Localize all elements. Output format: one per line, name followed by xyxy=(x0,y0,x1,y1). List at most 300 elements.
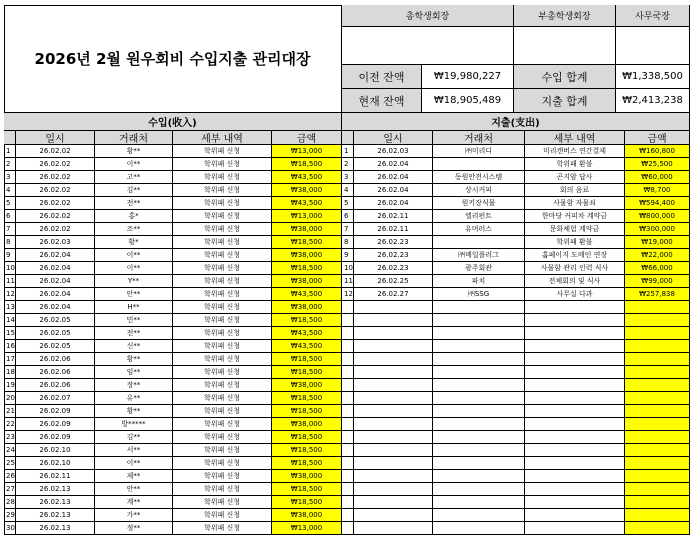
expense-row-index xyxy=(342,366,354,379)
expense-row-index xyxy=(342,301,354,314)
expense-row-party: 유머러스 xyxy=(433,223,525,236)
income-row-detail: 학위패 신청 xyxy=(173,262,272,275)
income-row-date: 26.02.11 xyxy=(16,470,95,483)
income-row-index: 18 xyxy=(4,366,16,379)
expense-row-date xyxy=(354,444,433,457)
current-balance-label: 현재 잔액 xyxy=(342,89,422,113)
expense-row-date xyxy=(354,314,433,327)
expense-row-detail: 전체회의 및 식사 xyxy=(525,275,625,288)
approval-header: 부총학생회장 xyxy=(514,5,616,27)
expense-total-value: ₩2,413,238 xyxy=(616,89,690,113)
prev-balance-label: 이전 잔액 xyxy=(342,65,422,89)
income-row-date: 26.02.04 xyxy=(16,249,95,262)
income-row-index: 11 xyxy=(4,275,16,288)
expense-row-party xyxy=(433,444,525,457)
income-row-date: 26.02.03 xyxy=(16,236,95,249)
expense-row-date: 26.02.03 xyxy=(354,145,433,158)
expense-row-date: 26.02.11 xyxy=(354,210,433,223)
income-row-detail: 학위패 신청 xyxy=(173,223,272,236)
income-row-date: 26.02.05 xyxy=(16,327,95,340)
expense-row-detail xyxy=(525,444,625,457)
expense-row-detail: 사물함 관리 인력 식사 xyxy=(525,262,625,275)
expense-row-date xyxy=(354,405,433,418)
income-row-amount: ₩38,000 xyxy=(272,249,342,262)
expense-row-party: 원키장식물 xyxy=(433,197,525,210)
income-row-detail: 학위패 신청 xyxy=(173,379,272,392)
income-row-party: 서** xyxy=(95,444,173,457)
expense-row-detail xyxy=(525,418,625,431)
expense-row-index xyxy=(342,314,354,327)
expense-row-index: 6 xyxy=(342,210,354,223)
expense-row-amount xyxy=(625,457,690,470)
income-header-0: 일시 xyxy=(16,131,95,145)
income-row-index: 28 xyxy=(4,496,16,509)
expense-row-index xyxy=(342,431,354,444)
income-row-detail: 학위패 신청 xyxy=(173,522,272,535)
income-row-index: 4 xyxy=(4,184,16,197)
expense-row-party: ㈜SSG xyxy=(433,288,525,301)
expense-row-party xyxy=(433,366,525,379)
expense-row-index: 11 xyxy=(342,275,354,288)
income-row-party: 이** xyxy=(95,457,173,470)
expense-row-index xyxy=(342,405,354,418)
income-row-date: 26.02.04 xyxy=(16,275,95,288)
income-row-amount: ₩18,500 xyxy=(272,366,342,379)
income-row-detail: 학위패 신청 xyxy=(173,418,272,431)
expense-row-date: 26.02.23 xyxy=(354,236,433,249)
income-row-index: 5 xyxy=(4,197,16,210)
expense-row-amount xyxy=(625,418,690,431)
expense-row-amount: ₩99,000 xyxy=(625,275,690,288)
income-row-amount: ₩38,000 xyxy=(272,509,342,522)
income-row-detail: 학위패 신청 xyxy=(173,184,272,197)
income-row-date: 26.02.02 xyxy=(16,184,95,197)
income-row-party: 황** xyxy=(95,145,173,158)
expense-row-date xyxy=(354,392,433,405)
expense-row-party: 동원안전시스템 xyxy=(433,171,525,184)
expense-row-date: 26.02.04 xyxy=(354,171,433,184)
income-row-amount: ₩38,000 xyxy=(272,223,342,236)
expense-row-date: 26.02.23 xyxy=(354,262,433,275)
income-row-amount: ₩38,000 xyxy=(272,184,342,197)
income-row-index: 2 xyxy=(4,158,16,171)
expense-row-detail: 곤지암 답사 xyxy=(525,171,625,184)
expense-row-amount xyxy=(625,509,690,522)
income-row-date: 26.02.10 xyxy=(16,457,95,470)
expense-row-index xyxy=(342,353,354,366)
income-row-date: 26.02.13 xyxy=(16,496,95,509)
income-row-detail: 학위패 신청 xyxy=(173,340,272,353)
expense-row-index xyxy=(342,457,354,470)
income-row-amount: ₩38,000 xyxy=(272,379,342,392)
income-row-date: 26.02.13 xyxy=(16,522,95,535)
expense-row-index: 3 xyxy=(342,171,354,184)
expense-row-index xyxy=(342,509,354,522)
income-row-party: 이** xyxy=(95,249,173,262)
expense-row-detail: 학위패 환불 xyxy=(525,158,625,171)
expense-row-detail xyxy=(525,483,625,496)
income-row-index: 15 xyxy=(4,327,16,340)
expense-row-party xyxy=(433,509,525,522)
expense-row-detail xyxy=(525,353,625,366)
prev-balance-value: ₩19,980,227 xyxy=(422,65,514,89)
income-row-index: 13 xyxy=(4,301,16,314)
expense-row-detail: 회의 음료 xyxy=(525,184,625,197)
income-row-date: 26.02.04 xyxy=(16,262,95,275)
income-row-amount: ₩13,000 xyxy=(272,210,342,223)
expense-row-amount: ₩25,500 xyxy=(625,158,690,171)
income-row-index: 1 xyxy=(4,145,16,158)
income-row-date: 26.02.09 xyxy=(16,405,95,418)
income-row-index: 9 xyxy=(4,249,16,262)
income-row-date: 26.02.09 xyxy=(16,431,95,444)
income-row-detail: 학위패 신청 xyxy=(173,470,272,483)
income-row-party: 고** xyxy=(95,171,173,184)
income-row-index: 8 xyxy=(4,236,16,249)
income-row-amount: ₩18,500 xyxy=(272,496,342,509)
expense-row-party: 파치 xyxy=(433,275,525,288)
income-row-party: 전** xyxy=(95,327,173,340)
income-row-party: 전** xyxy=(95,197,173,210)
expense-row-date xyxy=(354,418,433,431)
expense-row-party xyxy=(433,405,525,418)
expense-row-date xyxy=(354,327,433,340)
income-row-index: 21 xyxy=(4,405,16,418)
expense-row-amount xyxy=(625,301,690,314)
income-row-amount: ₩13,000 xyxy=(272,145,342,158)
expense-row-detail: 사무실 다과 xyxy=(525,288,625,301)
income-row-index: 3 xyxy=(4,171,16,184)
income-row-amount: ₩43,500 xyxy=(272,340,342,353)
income-row-index: 20 xyxy=(4,392,16,405)
income-row-detail: 학위패 신청 xyxy=(173,288,272,301)
expense-row-party: 엘리펀트 xyxy=(433,210,525,223)
income-row-detail: 학위패 신청 xyxy=(173,236,272,249)
income-row-date: 26.02.02 xyxy=(16,171,95,184)
expense-row-party xyxy=(433,379,525,392)
expense-row-amount: ₩22,000 xyxy=(625,249,690,262)
income-row-date: 26.02.04 xyxy=(16,288,95,301)
income-row-date: 26.02.06 xyxy=(16,379,95,392)
expense-row-date xyxy=(354,496,433,509)
income-total-value: ₩1,338,500 xyxy=(616,65,690,89)
income-row-date: 26.02.06 xyxy=(16,353,95,366)
income-row-amount: ₩18,500 xyxy=(272,444,342,457)
expense-row-index xyxy=(342,327,354,340)
income-row-index: 23 xyxy=(4,431,16,444)
expense-header-3: 금액 xyxy=(625,131,690,145)
income-row-party: Y** xyxy=(95,275,173,288)
income-row-party: 장** xyxy=(95,379,173,392)
expense-row-party: ㈜메일플러그 xyxy=(433,249,525,262)
expense-row-index xyxy=(342,483,354,496)
expense-row-party xyxy=(433,158,525,171)
income-row-amount: ₩18,500 xyxy=(272,431,342,444)
expense-row-amount xyxy=(625,366,690,379)
expense-row-index xyxy=(342,392,354,405)
income-row-date: 26.02.02 xyxy=(16,145,95,158)
expense-row-amount xyxy=(625,444,690,457)
expense-row-detail xyxy=(525,496,625,509)
expense-row-amount: ₩66,000 xyxy=(625,262,690,275)
income-row-date: 26.02.02 xyxy=(16,197,95,210)
expense-row-party xyxy=(433,236,525,249)
income-row-party: 유** xyxy=(95,392,173,405)
income-row-detail: 학위패 신청 xyxy=(173,483,272,496)
income-row-amount: ₩13,000 xyxy=(272,522,342,535)
income-row-index: 29 xyxy=(4,509,16,522)
expense-row-date: 26.02.11 xyxy=(354,223,433,236)
expense-row-index: 9 xyxy=(342,249,354,262)
income-row-amount: ₩43,500 xyxy=(272,327,342,340)
expense-row-party: 광주회관 xyxy=(433,262,525,275)
income-row-party: 가** xyxy=(95,509,173,522)
income-row-detail: 학위패 신청 xyxy=(173,197,272,210)
income-row-index: 6 xyxy=(4,210,16,223)
income-row-party: 제** xyxy=(95,470,173,483)
expense-row-date xyxy=(354,431,433,444)
expense-row-date xyxy=(354,522,433,535)
income-row-party: 안** xyxy=(95,288,173,301)
income-section-title: 수입(收入) xyxy=(4,113,342,131)
expense-row-amount xyxy=(625,522,690,535)
expense-header-index xyxy=(342,131,354,145)
income-row-amount: ₩38,000 xyxy=(272,301,342,314)
income-header-2: 세부 내역 xyxy=(173,131,272,145)
income-row-index: 10 xyxy=(4,262,16,275)
income-row-date: 26.02.05 xyxy=(16,314,95,327)
expense-row-date xyxy=(354,301,433,314)
income-row-index: 14 xyxy=(4,314,16,327)
income-row-date: 26.02.06 xyxy=(16,366,95,379)
expense-row-detail: 한마당 커피차 계약금 xyxy=(525,210,625,223)
expense-row-party xyxy=(433,418,525,431)
income-row-detail: 학위패 신청 xyxy=(173,366,272,379)
income-row-amount: ₩43,500 xyxy=(272,197,342,210)
income-row-index: 22 xyxy=(4,418,16,431)
expense-row-date: 26.02.23 xyxy=(354,249,433,262)
income-row-index: 27 xyxy=(4,483,16,496)
income-row-amount: ₩18,500 xyxy=(272,457,342,470)
current-balance-value: ₩18,905,489 xyxy=(422,89,514,113)
income-row-party: 이** xyxy=(95,158,173,171)
income-row-detail: 학위패 신청 xyxy=(173,392,272,405)
income-row-party: 황** xyxy=(95,353,173,366)
expense-row-party: ㈜미리디 xyxy=(433,145,525,158)
income-row-party: 계** xyxy=(95,496,173,509)
income-row-date: 26.02.02 xyxy=(16,210,95,223)
expense-row-party xyxy=(433,470,525,483)
income-row-date: 26.02.13 xyxy=(16,509,95,522)
expense-row-amount xyxy=(625,483,690,496)
expense-row-detail xyxy=(525,470,625,483)
income-row-index: 7 xyxy=(4,223,16,236)
income-row-party: 황** xyxy=(95,405,173,418)
income-row-amount: ₩18,500 xyxy=(272,405,342,418)
income-row-date: 26.02.02 xyxy=(16,223,95,236)
income-row-amount: ₩38,000 xyxy=(272,418,342,431)
expense-row-detail xyxy=(525,327,625,340)
expense-row-detail: 문화체험 계약금 xyxy=(525,223,625,236)
expense-row-party xyxy=(433,353,525,366)
expense-row-amount xyxy=(625,379,690,392)
expense-row-detail xyxy=(525,522,625,535)
income-row-index: 30 xyxy=(4,522,16,535)
expense-section-title: 지출(支出) xyxy=(342,113,690,131)
expense-row-amount: ₩300,000 xyxy=(625,223,690,236)
expense-row-amount xyxy=(625,496,690,509)
expense-row-detail xyxy=(525,457,625,470)
expense-row-date xyxy=(354,340,433,353)
expense-total-label: 지출 합계 xyxy=(514,89,616,113)
expense-row-amount xyxy=(625,470,690,483)
income-row-amount: ₩18,500 xyxy=(272,483,342,496)
income-row-amount: ₩18,500 xyxy=(272,314,342,327)
expense-row-party xyxy=(433,314,525,327)
income-row-detail: 학위패 신청 xyxy=(173,457,272,470)
income-row-date: 26.02.07 xyxy=(16,392,95,405)
expense-row-party xyxy=(433,496,525,509)
income-row-amount: ₩18,500 xyxy=(272,158,342,171)
income-row-index: 26 xyxy=(4,470,16,483)
income-row-detail: 학위패 신청 xyxy=(173,431,272,444)
income-row-date: 26.02.02 xyxy=(16,158,95,171)
approval-header: 사무국장 xyxy=(616,5,690,27)
expense-row-party xyxy=(433,392,525,405)
expense-row-index xyxy=(342,340,354,353)
income-row-index: 19 xyxy=(4,379,16,392)
expense-row-detail xyxy=(525,340,625,353)
income-row-party: 신** xyxy=(95,340,173,353)
expense-row-index xyxy=(342,522,354,535)
income-row-party: 안** xyxy=(95,483,173,496)
income-row-detail: 학위패 신청 xyxy=(173,158,272,171)
expense-row-index: 12 xyxy=(342,288,354,301)
expense-row-amount: ₩800,000 xyxy=(625,210,690,223)
expense-row-party xyxy=(433,483,525,496)
income-row-detail: 학위패 신청 xyxy=(173,405,272,418)
expense-row-amount xyxy=(625,431,690,444)
expense-row-party: 상시커피 xyxy=(433,184,525,197)
expense-row-amount: ₩19,000 xyxy=(625,236,690,249)
expense-row-index xyxy=(342,444,354,457)
expense-row-index xyxy=(342,379,354,392)
expense-row-amount: ₩594,400 xyxy=(625,197,690,210)
expense-row-index xyxy=(342,470,354,483)
expense-row-amount xyxy=(625,327,690,340)
expense-row-detail xyxy=(525,379,625,392)
expense-row-party xyxy=(433,457,525,470)
income-header-index xyxy=(4,131,16,145)
expense-row-date: 26.02.04 xyxy=(354,184,433,197)
income-row-detail: 학위패 신청 xyxy=(173,275,272,288)
income-row-amount: ₩18,500 xyxy=(272,262,342,275)
expense-row-amount: ₩60,000 xyxy=(625,171,690,184)
income-row-amount: ₩38,000 xyxy=(272,470,342,483)
income-total-label: 수입 합계 xyxy=(514,65,616,89)
expense-row-date xyxy=(354,353,433,366)
income-header-3: 금액 xyxy=(272,131,342,145)
income-row-detail: 학위패 신청 xyxy=(173,171,272,184)
income-row-party: 조** xyxy=(95,223,173,236)
expense-row-amount: ₩257,838 xyxy=(625,288,690,301)
expense-row-party xyxy=(433,522,525,535)
income-row-party: 방***** xyxy=(95,418,173,431)
income-row-amount: ₩38,000 xyxy=(272,275,342,288)
expense-row-date xyxy=(354,379,433,392)
expense-header-1: 거래처 xyxy=(433,131,525,145)
expense-row-detail xyxy=(525,431,625,444)
expense-header-2: 세부 내역 xyxy=(525,131,625,145)
expense-row-detail xyxy=(525,301,625,314)
expense-row-party xyxy=(433,327,525,340)
expense-row-amount xyxy=(625,314,690,327)
expense-header-0: 일시 xyxy=(354,131,433,145)
income-row-date: 26.02.09 xyxy=(16,418,95,431)
expense-row-amount xyxy=(625,405,690,418)
income-row-detail: 학위패 신청 xyxy=(173,145,272,158)
expense-row-date xyxy=(354,366,433,379)
page-title: 2026년 2월 원우회비 수입지출 관리대장 xyxy=(4,5,342,113)
income-row-party: 이** xyxy=(95,262,173,275)
income-row-amount: ₩18,500 xyxy=(272,353,342,366)
expense-row-party xyxy=(433,340,525,353)
expense-row-party xyxy=(433,301,525,314)
income-row-amount: ₩18,500 xyxy=(272,236,342,249)
income-row-amount: ₩43,500 xyxy=(272,171,342,184)
income-row-detail: 학위패 신청 xyxy=(173,509,272,522)
income-row-index: 24 xyxy=(4,444,16,457)
expense-row-detail: 학위패 환불 xyxy=(525,236,625,249)
income-row-party: 김** xyxy=(95,184,173,197)
approval-signature-box xyxy=(514,27,616,65)
income-row-party: 민** xyxy=(95,314,173,327)
expense-row-party xyxy=(433,431,525,444)
expense-row-date: 26.02.25 xyxy=(354,275,433,288)
approval-signature-box xyxy=(616,27,690,65)
income-row-party: 정** xyxy=(95,522,173,535)
expense-row-amount xyxy=(625,340,690,353)
approval-signature-box xyxy=(342,27,514,65)
income-row-party: 김** xyxy=(95,431,173,444)
expense-row-detail xyxy=(525,509,625,522)
expense-row-detail: 홈페이지 도메인 연장 xyxy=(525,249,625,262)
income-row-detail: 학위패 신청 xyxy=(173,327,272,340)
expense-row-index: 8 xyxy=(342,236,354,249)
expense-row-detail: 미리캔버스 연간결제 xyxy=(525,145,625,158)
income-row-date: 26.02.05 xyxy=(16,340,95,353)
expense-row-amount xyxy=(625,353,690,366)
expense-row-date: 26.02.04 xyxy=(354,158,433,171)
income-row-party: 황* xyxy=(95,236,173,249)
expense-row-index: 5 xyxy=(342,197,354,210)
expense-row-date xyxy=(354,470,433,483)
income-row-party: 임** xyxy=(95,366,173,379)
income-row-index: 17 xyxy=(4,353,16,366)
expense-row-index: 10 xyxy=(342,262,354,275)
income-row-amount: ₩43,500 xyxy=(272,288,342,301)
expense-row-date: 26.02.04 xyxy=(354,197,433,210)
income-row-detail: 학위패 신청 xyxy=(173,496,272,509)
expense-row-amount: ₩8,700 xyxy=(625,184,690,197)
income-row-detail: 학위패 신청 xyxy=(173,210,272,223)
expense-row-amount xyxy=(625,392,690,405)
income-row-index: 16 xyxy=(4,340,16,353)
income-row-date: 26.02.10 xyxy=(16,444,95,457)
approval-header: 총학생회장 xyxy=(342,5,514,27)
income-row-party: H** xyxy=(95,301,173,314)
expense-row-date xyxy=(354,483,433,496)
